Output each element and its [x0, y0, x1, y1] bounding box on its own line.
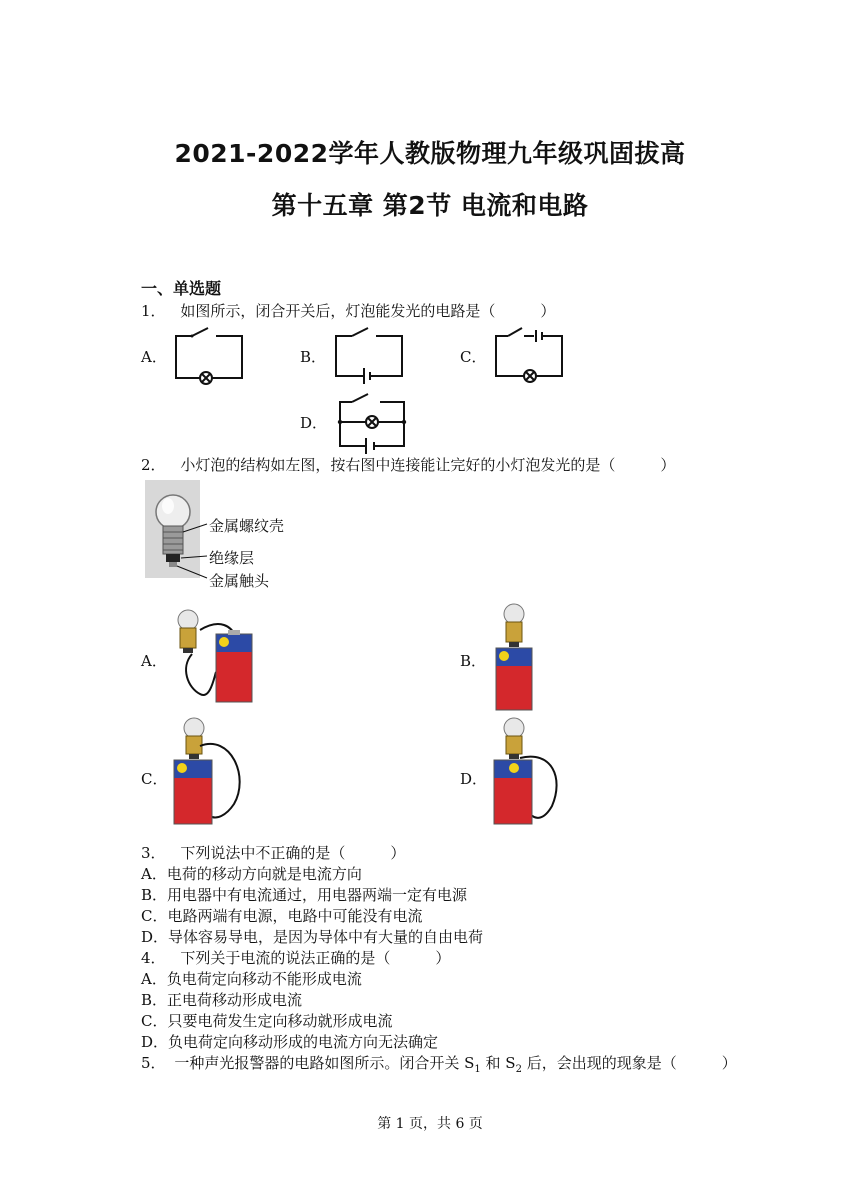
q1-option-a-label: A． [141, 348, 167, 366]
q2-option-a-label: A． [141, 652, 167, 670]
q4-option-d: D．负电荷定向移动形成的电流方向无法确定 [141, 1033, 439, 1051]
q3-option-d: D．导体容易导电，是因为导体中有大量的自由电荷 [141, 928, 484, 946]
question-stem: 下列关于电流的说法正确的是（ ） [180, 949, 451, 967]
question-stem: 如图所示，闭合开关后，灯泡能发光的电路是（ ） [180, 302, 556, 320]
page-subtitle: 第十五章 第2节 电流和电路 [271, 191, 589, 220]
question-4 [141, 947, 450, 968]
question-2 [141, 454, 675, 475]
question-stem: 下列说法中不正确的是（ ） [180, 844, 406, 862]
question-number: 5． [141, 1054, 166, 1072]
q2-option-b-label: B． [460, 652, 487, 670]
q1-option-b-label: B． [300, 348, 327, 366]
battery-bulb-b [480, 602, 550, 712]
q3-option-a: A．电荷的移动方向就是电流方向 [141, 865, 362, 883]
question-stem-part-a: 一种声光报警器的电路如图所示。闭合开关 S [174, 1054, 475, 1072]
question-stem: 小灯泡的结构如左图，按右图中连接能让完好的小灯泡发光的是（ ） [180, 456, 676, 474]
q4-option-c: C．只要电荷发生定向移动就形成电流 [141, 1012, 393, 1030]
section-heading: 一、单选题 [141, 279, 222, 298]
page-footer: 第 1 页，共 6 页 [377, 1116, 483, 1132]
question-number: 4． [141, 949, 166, 967]
q2-option-d-label: D． [460, 770, 488, 788]
question-number: 2． [141, 456, 166, 474]
page-title: 2021-2022学年人教版物理九年级巩固拔高 [174, 139, 686, 168]
label-metal-contact: 金属触头 [209, 572, 270, 590]
subscript-2: 2 [515, 1064, 522, 1075]
battery-bulb-c [160, 716, 260, 828]
question-stem-part-c: 后，会出现的现象是（ ） [521, 1054, 737, 1072]
battery-bulb-d [480, 716, 580, 828]
label-insulation: 绝缘层 [209, 549, 255, 567]
circuit-diagram-b [330, 326, 410, 386]
question-number: 1． [141, 302, 166, 320]
question-3 [141, 842, 405, 863]
q3-option-c: C．电路两端有电源，电路中可能没有电流 [141, 907, 423, 925]
question-number: 3． [141, 844, 166, 862]
circuit-diagram-a [170, 326, 250, 386]
circuit-diagram-d [332, 394, 412, 454]
circuit-diagram-c [490, 326, 570, 386]
q1-option-d-label: D． [300, 414, 328, 432]
question-5 [141, 1052, 737, 1075]
q2-option-c-label: C． [141, 770, 168, 788]
label-metal-shell: 金属螺纹壳 [209, 517, 285, 535]
question-stem-part-b: 和 S [480, 1054, 516, 1072]
q4-option-a: A．负电荷定向移动不能形成电流 [141, 970, 362, 988]
q3-option-b: B．用电器中有电流通过，用电器两端一定有电源 [141, 886, 468, 904]
battery-bulb-a [170, 608, 260, 708]
question-1 [141, 300, 555, 321]
q1-option-c-label: C． [460, 348, 487, 366]
q4-option-b: B．正电荷移动形成电流 [141, 991, 303, 1009]
subscript-1: 1 [474, 1064, 481, 1075]
